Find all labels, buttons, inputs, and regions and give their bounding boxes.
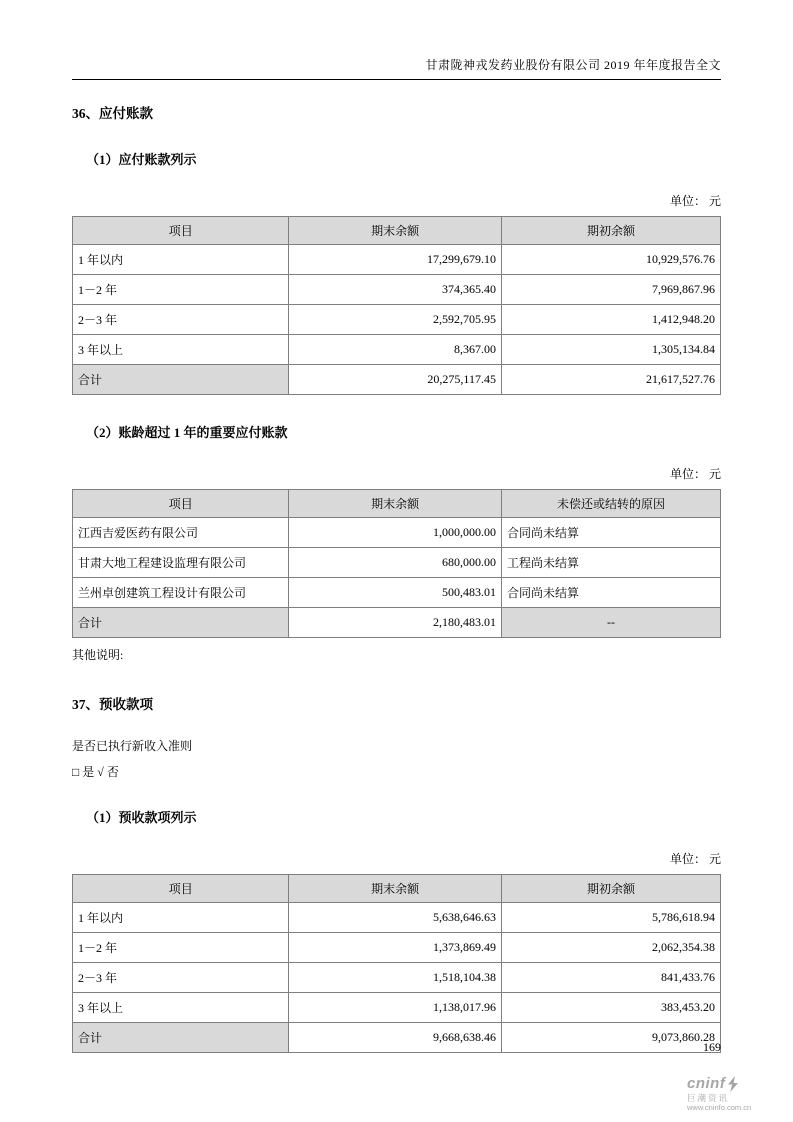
cninfo-logo [687, 1076, 773, 1112]
reason-value: 工程尚未结算 [501, 548, 720, 578]
accounts-payable-table [72, 216, 721, 395]
company-name: 兰州卓创建筑工程设计有限公司 [73, 578, 289, 608]
row-label: 3 年以上 [73, 335, 289, 365]
header-title: 甘肃陇神戎发药业股份有限公司 2019 年年度报告全文 [425, 58, 721, 72]
table-header-row [73, 490, 721, 518]
table-row [73, 548, 721, 578]
table-total-row [73, 365, 721, 395]
section-37-sub1-heading: （1）预收款项列示 [86, 810, 197, 825]
table-row [73, 275, 721, 305]
cninfo-logo-url: www.cninfo.com.cn [687, 1102, 752, 1112]
opening-balance-value: 5,786,618.94 [501, 903, 720, 933]
reason-value: 合同尚未结算 [501, 518, 720, 548]
closing-balance-value: 1,000,000.00 [289, 518, 502, 548]
advances-received-table [72, 874, 721, 1053]
page-header [72, 56, 721, 80]
col-header-opening-balance: 期初余额 [501, 217, 720, 245]
section-36-sub2-heading: （2）账龄超过 1 年的重要应付账款 [86, 425, 288, 440]
closing-balance-value: 5,638,646.63 [289, 903, 502, 933]
table-row [73, 933, 721, 963]
new-revenue-standard-question: 是否已执行新收入准则 [72, 739, 193, 753]
table-row [73, 305, 721, 335]
opening-balance-value: 7,969,867.96 [501, 275, 720, 305]
col-header-item: 项目 [73, 490, 289, 518]
important-payables-table [72, 489, 721, 638]
reason-value: 合同尚未结算 [501, 578, 720, 608]
opening-balance-value: 10,929,576.76 [501, 245, 720, 275]
row-label: 2－3 年 [73, 963, 289, 993]
other-note-label: 其他说明: [72, 648, 124, 662]
row-label: 2－3 年 [73, 305, 289, 335]
table-row [73, 578, 721, 608]
closing-balance-value: 500,483.01 [289, 578, 502, 608]
total-opening-balance: 9,073,860.28 [501, 1023, 720, 1053]
closing-balance-value: 17,299,679.10 [289, 245, 502, 275]
table-row [73, 903, 721, 933]
table-header-row [73, 217, 721, 245]
col-header-closing-balance: 期末余额 [289, 875, 502, 903]
col-header-item: 项目 [73, 875, 289, 903]
col-header-closing-balance: 期末余额 [289, 217, 502, 245]
table-row [73, 963, 721, 993]
page-number: 169 [703, 1040, 721, 1054]
section-36-title: 36、应付账款 [72, 106, 153, 121]
row-label: 1－2 年 [73, 933, 289, 963]
total-label: 合计 [73, 365, 289, 395]
total-label: 合计 [73, 608, 289, 638]
row-label: 1－2 年 [73, 275, 289, 305]
company-name: 江西吉爱医药有限公司 [73, 518, 289, 548]
table-row [73, 245, 721, 275]
total-closing-balance: 20,275,117.45 [289, 365, 502, 395]
closing-balance-value: 1,518,104.38 [289, 963, 502, 993]
section-36-sub1-heading: （1）应付账款列示 [86, 152, 197, 167]
section-37-title: 37、预收款项 [72, 697, 153, 712]
closing-balance-value: 680,000.00 [289, 548, 502, 578]
unit-label: 单位： 元 [669, 852, 721, 866]
opening-balance-value: 841,433.76 [501, 963, 720, 993]
company-name: 甘肃大地工程建设监理有限公司 [73, 548, 289, 578]
table-header-row [73, 875, 721, 903]
closing-balance-value: 374,365.40 [289, 275, 502, 305]
new-revenue-standard-answer: □ 是 √ 否 [72, 765, 119, 779]
closing-balance-value: 1,373,869.49 [289, 933, 502, 963]
row-label: 1 年以内 [73, 903, 289, 933]
table-total-row [73, 1023, 721, 1053]
cninfo-lightning-icon [727, 1076, 739, 1092]
opening-balance-value: 383,453.20 [501, 993, 720, 1023]
table-row [73, 518, 721, 548]
col-header-opening-balance: 期初余额 [501, 875, 720, 903]
col-header-reason: 未偿还或结转的原因 [501, 490, 720, 518]
closing-balance-value: 2,592,705.95 [289, 305, 502, 335]
table-row [73, 335, 721, 365]
total-closing-balance: 9,668,638.46 [289, 1023, 502, 1053]
row-label: 1 年以内 [73, 245, 289, 275]
total-reason-placeholder: -- [501, 608, 720, 638]
table-total-row [73, 608, 721, 638]
closing-balance-value: 8,367.00 [289, 335, 502, 365]
row-label: 3 年以上 [73, 993, 289, 1023]
unit-label: 单位： 元 [669, 467, 721, 481]
col-header-item: 项目 [73, 217, 289, 245]
unit-label: 单位： 元 [669, 194, 721, 208]
opening-balance-value: 1,305,134.84 [501, 335, 720, 365]
total-opening-balance: 21,617,527.76 [501, 365, 720, 395]
col-header-closing-balance: 期末余额 [289, 490, 502, 518]
opening-balance-value: 1,412,948.20 [501, 305, 720, 335]
total-label: 合计 [73, 1023, 289, 1053]
cninfo-logo-chinese: 巨潮资讯 [687, 1092, 730, 1103]
table-row [73, 993, 721, 1023]
closing-balance-value: 1,138,017.96 [289, 993, 502, 1023]
cninfo-logo-text: cninf [687, 1075, 726, 1092]
opening-balance-value: 2,062,354.38 [501, 933, 720, 963]
total-closing-balance: 2,180,483.01 [289, 608, 502, 638]
